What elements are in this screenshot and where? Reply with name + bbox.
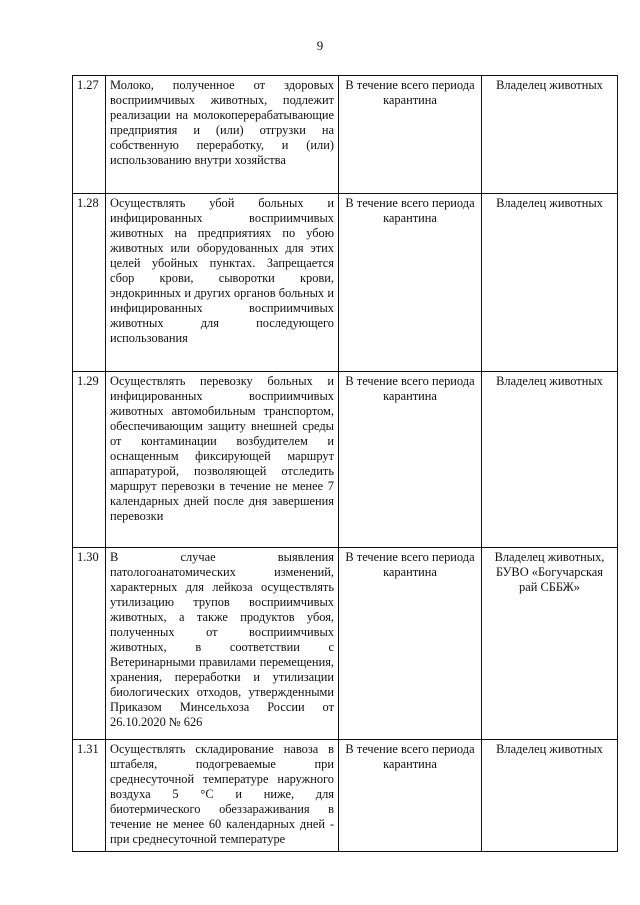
- measure-description: Осуществлять убой больных и инфицированных восприимчивых животных на предприятиях по убою животных или оборудованных для этих целей убойных пунктах. Запрещается сбор крови, сыворотки крови, эндокринных и других органов больных и инфицированных восприимчивых животных для последующего использования: [106, 194, 339, 372]
- measure-responsible: Владелец животных: [482, 76, 618, 194]
- table-row: [73, 194, 618, 372]
- measure-description: В случае выявления патологоанатомических изменений, характерных для лейкоза осуществлять утилизацию трупов восприимчивых животных, а также продуктов убоя, полученных от восприимчивых животных, в соответствии с Ветеринарными правилами перемещения, хранения, переработки и утилизации биологических отходов, утвержденными Приказом Минсельхоза России от 26.10.2020 № 626: [106, 548, 339, 740]
- table-row: [73, 372, 618, 548]
- row-number: 1.30: [73, 548, 106, 740]
- measure-term: В течение всего периода карантина: [339, 194, 482, 372]
- measure-description: Осуществлять перевозку больных и инфицированных восприимчивых животных автомобильным транспортом, обеспечивающим защиту внешней среды от контаминации возбудителем и оснащенным фиксирующей маршрут аппаратурой, позволяющей отследить маршрут перевозки в течение не менее 7 календарных дней после дня завершения перевозки: [106, 372, 339, 548]
- measure-description: Осуществлять складирование навоза в штабеля, подогреваемые при среднесуточной температуре наружного воздуха 5 °С и ниже, для биотермического обеззараживания в течение не менее 60 календарных дней - при среднесуточной температуре: [106, 740, 339, 852]
- table-row: [73, 740, 618, 852]
- measure-responsible: Владелец животных: [482, 194, 618, 372]
- measure-responsible: Владелец животных: [482, 740, 618, 852]
- row-number: 1.28: [73, 194, 106, 372]
- table-row: [73, 76, 618, 194]
- quarantine-measures-table: [72, 75, 618, 852]
- row-number: 1.31: [73, 740, 106, 852]
- measure-description: Молоко, полученное от здоровых восприимчивых животных, подлежит реализации на молокоперерабатывающие предприятия и (или) отгрузки на собственную переработку, и (или) использованию внутри хозяйства: [106, 76, 339, 194]
- measure-term: В течение всего периода карантина: [339, 76, 482, 194]
- row-number: 1.29: [73, 372, 106, 548]
- measure-term: В течение всего периода карантина: [339, 548, 482, 740]
- table-row: [73, 548, 618, 740]
- page-number: 9: [316, 38, 324, 53]
- measure-responsible: Владелец животных: [482, 372, 618, 548]
- measure-term: В течение всего периода карантина: [339, 372, 482, 548]
- row-number: 1.27: [73, 76, 106, 194]
- measure-responsible: Владелец животных, БУВО «Богучарская рай СББЖ»: [482, 548, 618, 740]
- measure-term: В течение всего периода карантина: [339, 740, 482, 852]
